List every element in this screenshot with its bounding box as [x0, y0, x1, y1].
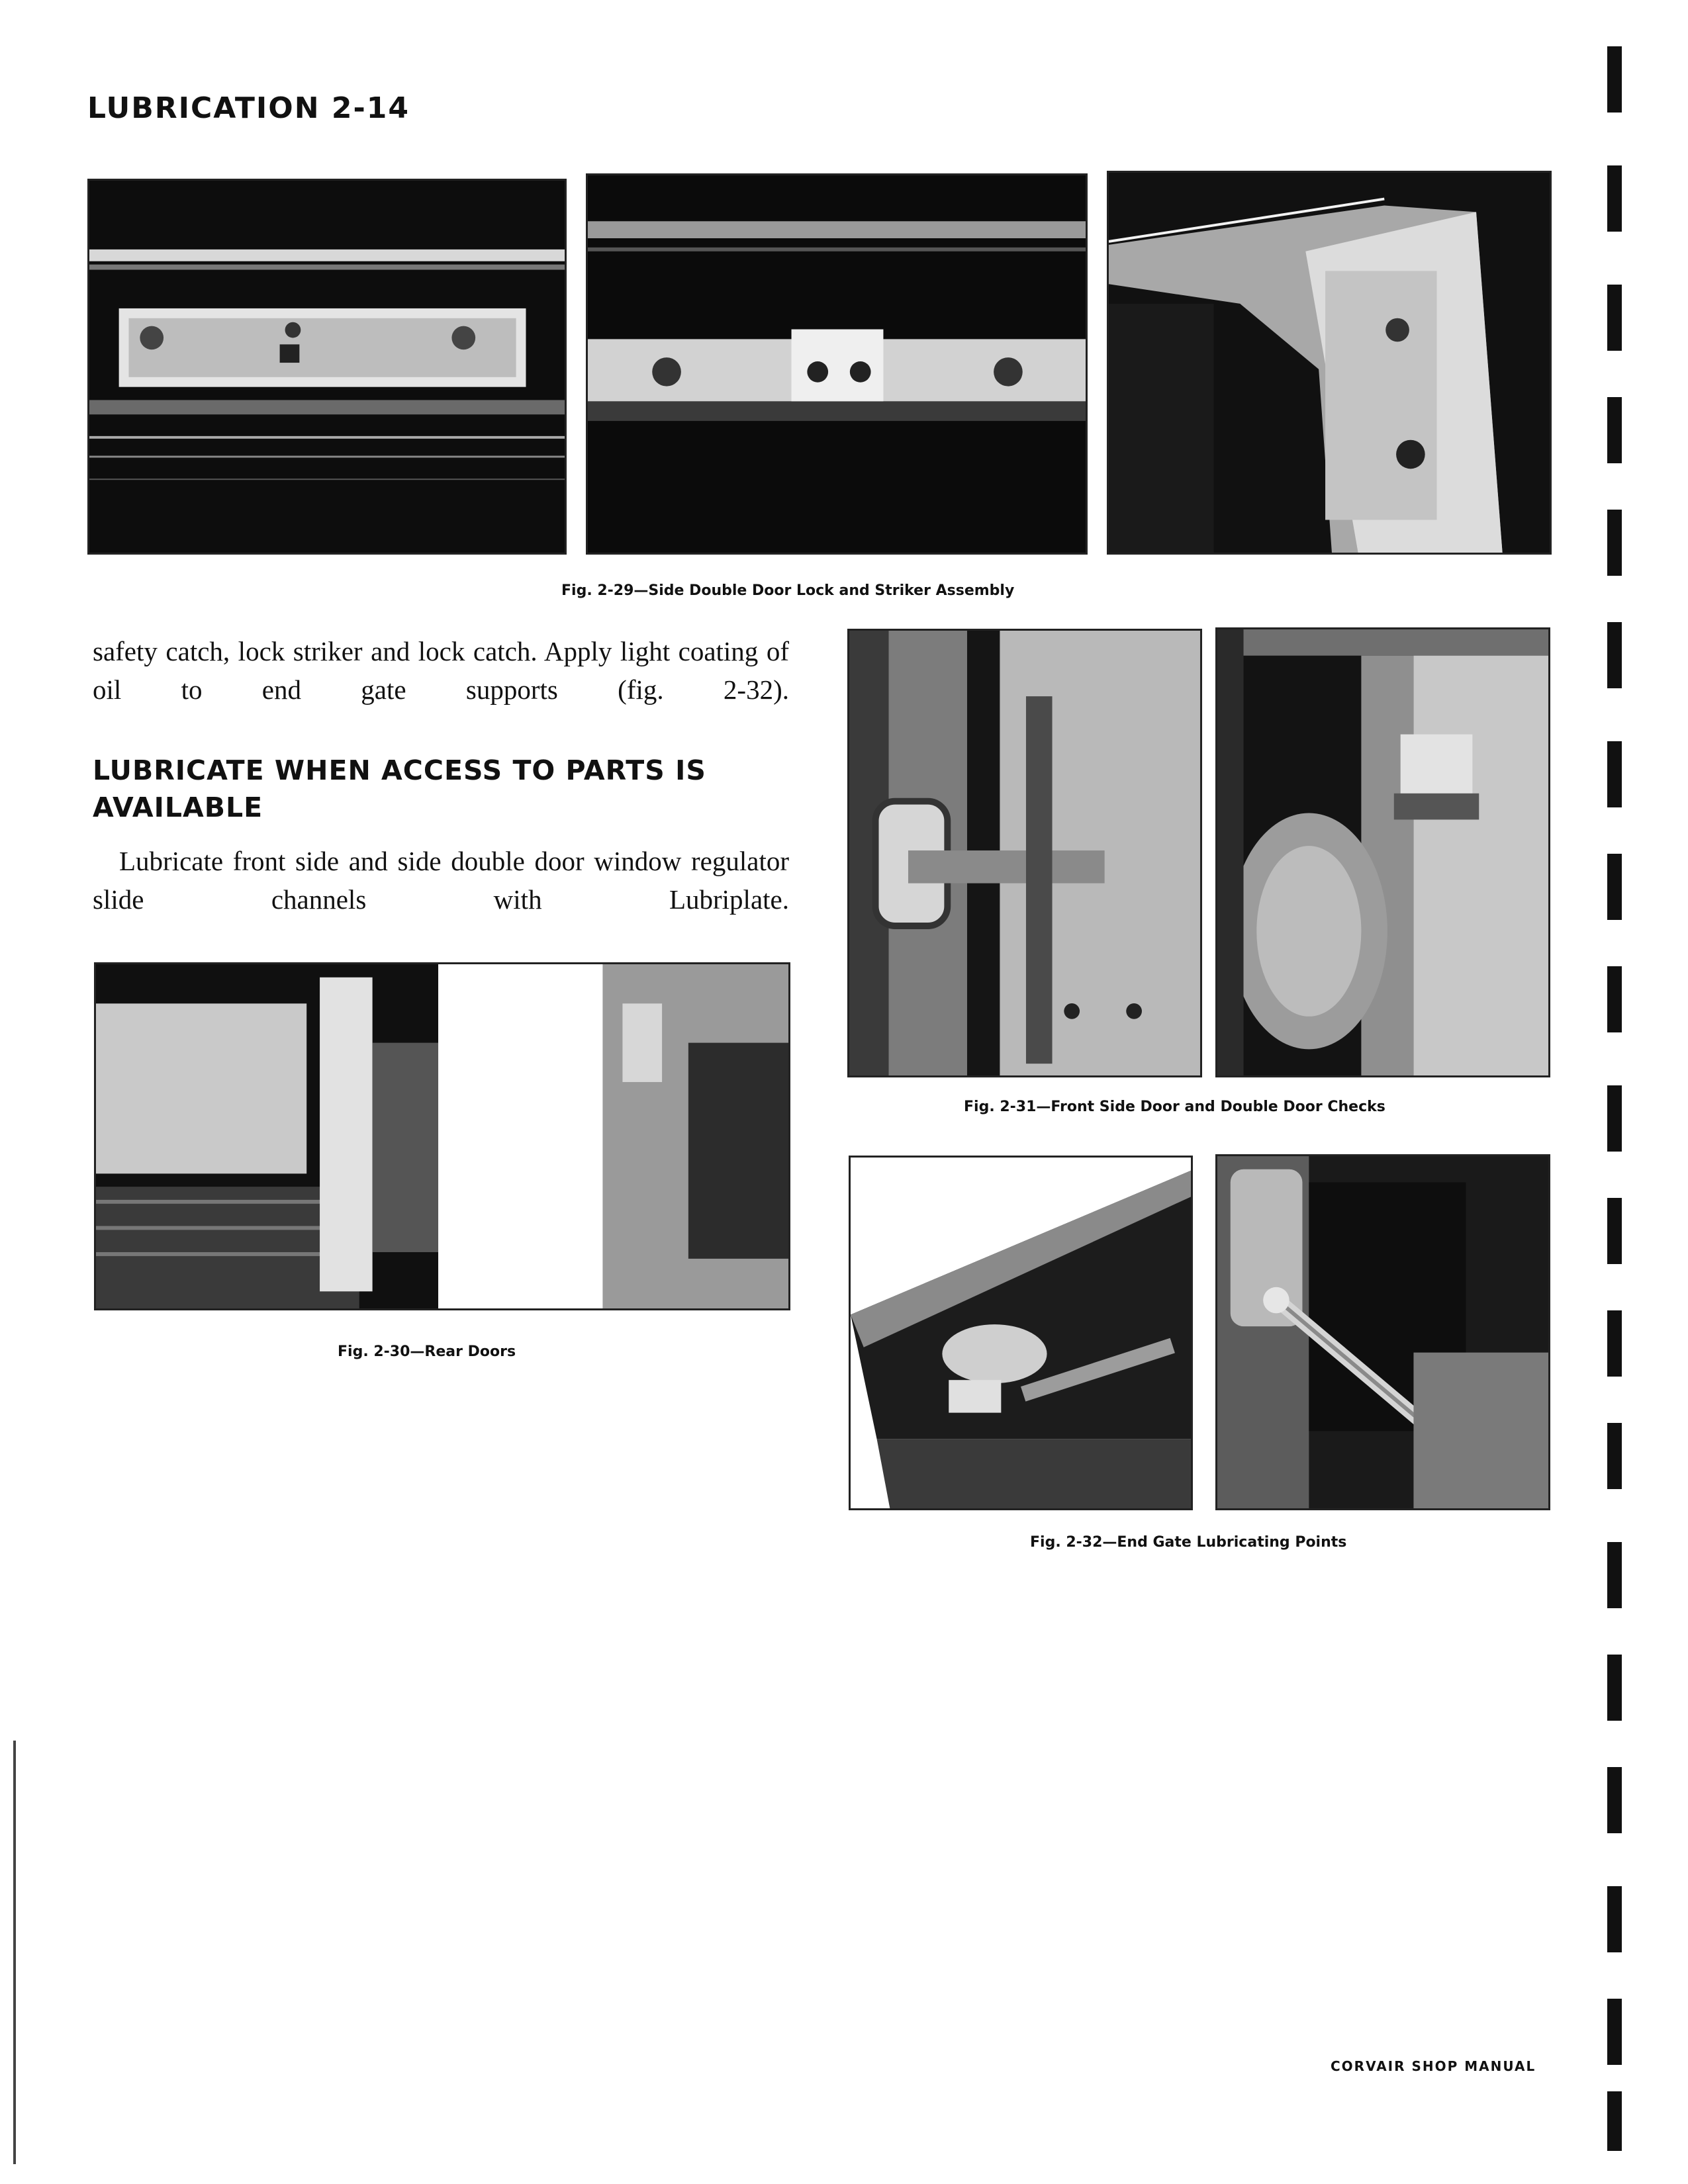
- fig-2-29-caption: Fig. 2-29—Side Double Door Lock and Striker Assembly: [561, 582, 1015, 599]
- paragraph-end-gate: [93, 632, 789, 709]
- footer-manual-name: CORVAIR SHOP MANUAL: [1331, 2058, 1536, 2074]
- photo-door-striker: [586, 173, 1088, 555]
- section-heading: LUBRICATE WHEN ACCESS TO PARTS IS AVAILABLE: [93, 754, 706, 823]
- photo-door-lock: [87, 179, 567, 555]
- photo-front-door-check: [847, 629, 1202, 1077]
- page-header: LUBRICATION 2-14: [87, 91, 410, 125]
- photo-rear-doors: [94, 962, 790, 1310]
- photo-end-gate-support: [849, 1156, 1193, 1510]
- binding-margin-marks: [1601, 40, 1627, 2158]
- scan-edge-line: [13, 1741, 16, 2164]
- paragraph-window-regulator: [93, 842, 789, 919]
- photo-double-door-check: [1215, 627, 1550, 1077]
- paragraph-text: safety catch, lock striker and lock catch. Apply light coating of oil to end gate supports (fig. 2-32).: [93, 636, 789, 705]
- fig-2-32-caption: Fig. 2-32—End Gate Lubricating Points: [1030, 1534, 1347, 1551]
- fig-2-30-caption: Fig. 2-30—Rear Doors: [338, 1343, 516, 1360]
- photo-end-gate-cable: [1215, 1154, 1550, 1510]
- paragraph-text: Lubricate front side and side double door window regulator slide channels with Lubriplate.: [93, 846, 789, 915]
- photo-door-hinge: [1107, 171, 1552, 555]
- fig-2-31-caption: Fig. 2-31—Front Side Door and Double Door Checks: [964, 1099, 1385, 1115]
